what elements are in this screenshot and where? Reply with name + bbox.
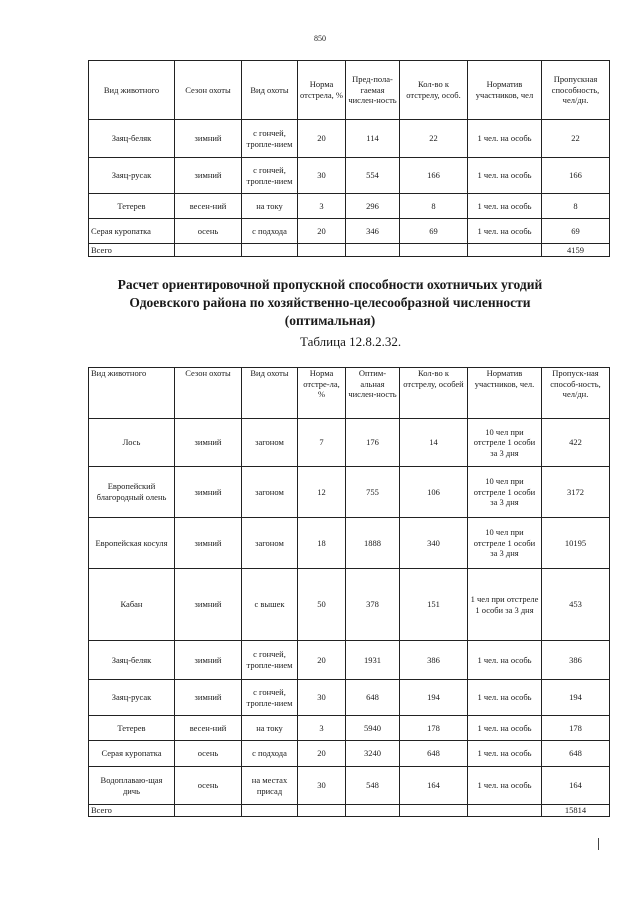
total-label: Всего xyxy=(89,805,175,817)
cell: с гончей, тропле-нием xyxy=(242,120,298,158)
header-cell: Вид охоты xyxy=(242,61,298,120)
header-cell: Норма отстрела, % xyxy=(298,61,346,120)
cell: зимний xyxy=(175,467,242,518)
header-cell: Вид животного xyxy=(89,368,175,419)
cell: 114 xyxy=(346,120,400,158)
header-cell: Норма отстре-ла, % xyxy=(298,368,346,419)
cell: 8 xyxy=(400,194,468,219)
cell: 1931 xyxy=(346,641,400,680)
cell: Серая куропатка xyxy=(89,219,175,244)
cell: 20 xyxy=(298,641,346,680)
cell: 386 xyxy=(400,641,468,680)
total-value: 15814 xyxy=(542,805,610,817)
cell: Европейский благородный олень xyxy=(89,467,175,518)
cell: 1888 xyxy=(346,518,400,569)
cell: 178 xyxy=(400,716,468,741)
cell: 340 xyxy=(400,518,468,569)
cell: Тетерев xyxy=(89,716,175,741)
cell: 166 xyxy=(542,158,610,194)
table-row xyxy=(89,741,610,767)
cell xyxy=(400,244,468,257)
cell: загоном xyxy=(242,518,298,569)
cell: с вышек xyxy=(242,569,298,641)
table-header-row xyxy=(89,61,610,120)
cell: 69 xyxy=(542,219,610,244)
table-row xyxy=(89,419,610,467)
cell xyxy=(346,244,400,257)
table-row xyxy=(89,569,610,641)
cell: 194 xyxy=(542,680,610,716)
cell: Тетерев xyxy=(89,194,175,219)
cell: 10 чел при отстреле 1 особи за 3 дня xyxy=(468,518,542,569)
cell: 7 xyxy=(298,419,346,467)
table-row xyxy=(89,767,610,805)
cell: Заяц-беляк xyxy=(89,120,175,158)
cell: 22 xyxy=(400,120,468,158)
header-cell: Кол-во к отстрелу, особей xyxy=(400,368,468,419)
cell: 1 чел при отстреле 1 особи за 3 дня xyxy=(468,569,542,641)
header-cell: Вид охоты xyxy=(242,368,298,419)
header-cell: Сезон охоты xyxy=(175,368,242,419)
cell: на току xyxy=(242,716,298,741)
header-cell: Пропуск-ная способ-ность, чел/дн. xyxy=(542,368,610,419)
table-row xyxy=(89,219,610,244)
cell: на местах присад xyxy=(242,767,298,805)
cell: 453 xyxy=(542,569,610,641)
cell xyxy=(175,244,242,257)
cell: 18 xyxy=(298,518,346,569)
cell: 554 xyxy=(346,158,400,194)
cell: 151 xyxy=(400,569,468,641)
cell xyxy=(346,805,400,817)
table-row xyxy=(89,120,610,158)
cell: Заяц-беляк xyxy=(89,641,175,680)
cell: 20 xyxy=(298,120,346,158)
header-cell: Вид животного xyxy=(89,61,175,120)
cell: 1 чел. на особь xyxy=(468,716,542,741)
cell: с гончей, тропле-нием xyxy=(242,158,298,194)
cell xyxy=(175,805,242,817)
cell: 346 xyxy=(346,219,400,244)
cell: 1 чел. на особь xyxy=(468,120,542,158)
cell: 755 xyxy=(346,467,400,518)
cell xyxy=(298,244,346,257)
table-row xyxy=(89,467,610,518)
cell: с гончей, тропле-нием xyxy=(242,680,298,716)
cell xyxy=(242,805,298,817)
cell: 648 xyxy=(346,680,400,716)
cell: 3172 xyxy=(542,467,610,518)
cell: осень xyxy=(175,767,242,805)
cell: 30 xyxy=(298,767,346,805)
cell: зимний xyxy=(175,641,242,680)
cell: Водоплаваю-щая дичь xyxy=(89,767,175,805)
table-total-row xyxy=(89,805,610,817)
cell: 386 xyxy=(542,641,610,680)
cell xyxy=(468,805,542,817)
cell: 1 чел. на особь xyxy=(468,219,542,244)
cell xyxy=(468,244,542,257)
cell: весен-ний xyxy=(175,716,242,741)
cell: зимний xyxy=(175,569,242,641)
cell xyxy=(298,805,346,817)
cell: 1 чел. на особь xyxy=(468,194,542,219)
cell: весен-ний xyxy=(175,194,242,219)
margin-mark xyxy=(598,838,599,850)
cell: 12 xyxy=(298,467,346,518)
cell: Европейская косуля xyxy=(89,518,175,569)
cell: 296 xyxy=(346,194,400,219)
cell: с подхода xyxy=(242,741,298,767)
cell: 194 xyxy=(400,680,468,716)
cell: зимний xyxy=(175,158,242,194)
cell: 20 xyxy=(298,741,346,767)
cell: с гончей, тропле-нием xyxy=(242,641,298,680)
header-cell: Пропускная способность, чел/дн. xyxy=(542,61,610,120)
cell: 50 xyxy=(298,569,346,641)
cell: 8 xyxy=(542,194,610,219)
cell: 422 xyxy=(542,419,610,467)
cell: 164 xyxy=(542,767,610,805)
cell: осень xyxy=(175,741,242,767)
cell: 20 xyxy=(298,219,346,244)
cell: Лось xyxy=(89,419,175,467)
cell: 10 чел при отстреле 1 особи за 3 дня xyxy=(468,419,542,467)
table-pass-capacity-optimal xyxy=(88,367,610,817)
table-header-row xyxy=(89,368,610,419)
cell: 648 xyxy=(542,741,610,767)
cell: 178 xyxy=(542,716,610,741)
heading-line-2: Одоевского района по хозяйственно-целесообразной численности xyxy=(129,295,531,310)
cell: 3 xyxy=(298,716,346,741)
cell: на току xyxy=(242,194,298,219)
cell: 176 xyxy=(346,419,400,467)
cell: 3 xyxy=(298,194,346,219)
header-cell: Сезон охоты xyxy=(175,61,242,120)
table-caption: Таблица 12.8.2.32. xyxy=(300,334,402,349)
cell: Серая куропатка xyxy=(89,741,175,767)
cell: 1 чел. на особь xyxy=(468,680,542,716)
cell: 106 xyxy=(400,467,468,518)
table-row xyxy=(89,641,610,680)
cell: осень xyxy=(175,219,242,244)
cell: загоном xyxy=(242,419,298,467)
cell: 30 xyxy=(298,680,346,716)
cell: 22 xyxy=(542,120,610,158)
table-total-row xyxy=(89,244,610,257)
header-cell: Кол-во к отстрелу, особ. xyxy=(400,61,468,120)
total-value: 4159 xyxy=(542,244,610,257)
cell: зимний xyxy=(175,680,242,716)
cell: 648 xyxy=(400,741,468,767)
cell: Заяц-русак xyxy=(89,158,175,194)
cell: зимний xyxy=(175,419,242,467)
cell: 1 чел. на особь xyxy=(468,641,542,680)
header-cell: Пред-пола-гаемая числен-ность xyxy=(346,61,400,120)
cell: 10195 xyxy=(542,518,610,569)
cell: Заяц-русак xyxy=(89,680,175,716)
header-cell: Норматив участников, чел xyxy=(468,61,542,120)
cell: Кабан xyxy=(89,569,175,641)
cell: 166 xyxy=(400,158,468,194)
cell: 10 чел при отстреле 1 особи за 3 дня xyxy=(468,467,542,518)
total-label: Всего xyxy=(89,244,175,257)
table-row xyxy=(89,716,610,741)
cell: 14 xyxy=(400,419,468,467)
cell: 548 xyxy=(346,767,400,805)
cell: с подхода xyxy=(242,219,298,244)
cell: 5940 xyxy=(346,716,400,741)
heading-line-3: (оптимальная) xyxy=(284,313,376,328)
cell: 30 xyxy=(298,158,346,194)
cell: зимний xyxy=(175,518,242,569)
table-row xyxy=(89,194,610,219)
header-cell: Оптим-альная числен-ность xyxy=(346,368,400,419)
heading-line-1: Расчет ориентировочной пропускной способности охотничьих угодий xyxy=(117,277,543,292)
cell xyxy=(400,805,468,817)
cell: 378 xyxy=(346,569,400,641)
cell: 1 чел. на особь xyxy=(468,741,542,767)
cell: 1 чел. на особь xyxy=(468,158,542,194)
page-number: 850 xyxy=(314,34,326,43)
cell: 69 xyxy=(400,219,468,244)
cell: загоном xyxy=(242,467,298,518)
table-row xyxy=(89,158,610,194)
table-row xyxy=(89,518,610,569)
cell xyxy=(242,244,298,257)
cell: 1 чел. на особь xyxy=(468,767,542,805)
cell: 164 xyxy=(400,767,468,805)
cell: зимний xyxy=(175,120,242,158)
header-cell: Норматив участников, чел. xyxy=(468,368,542,419)
cell: 3240 xyxy=(346,741,400,767)
table-pass-capacity-actual xyxy=(88,60,610,257)
table-row xyxy=(89,680,610,716)
